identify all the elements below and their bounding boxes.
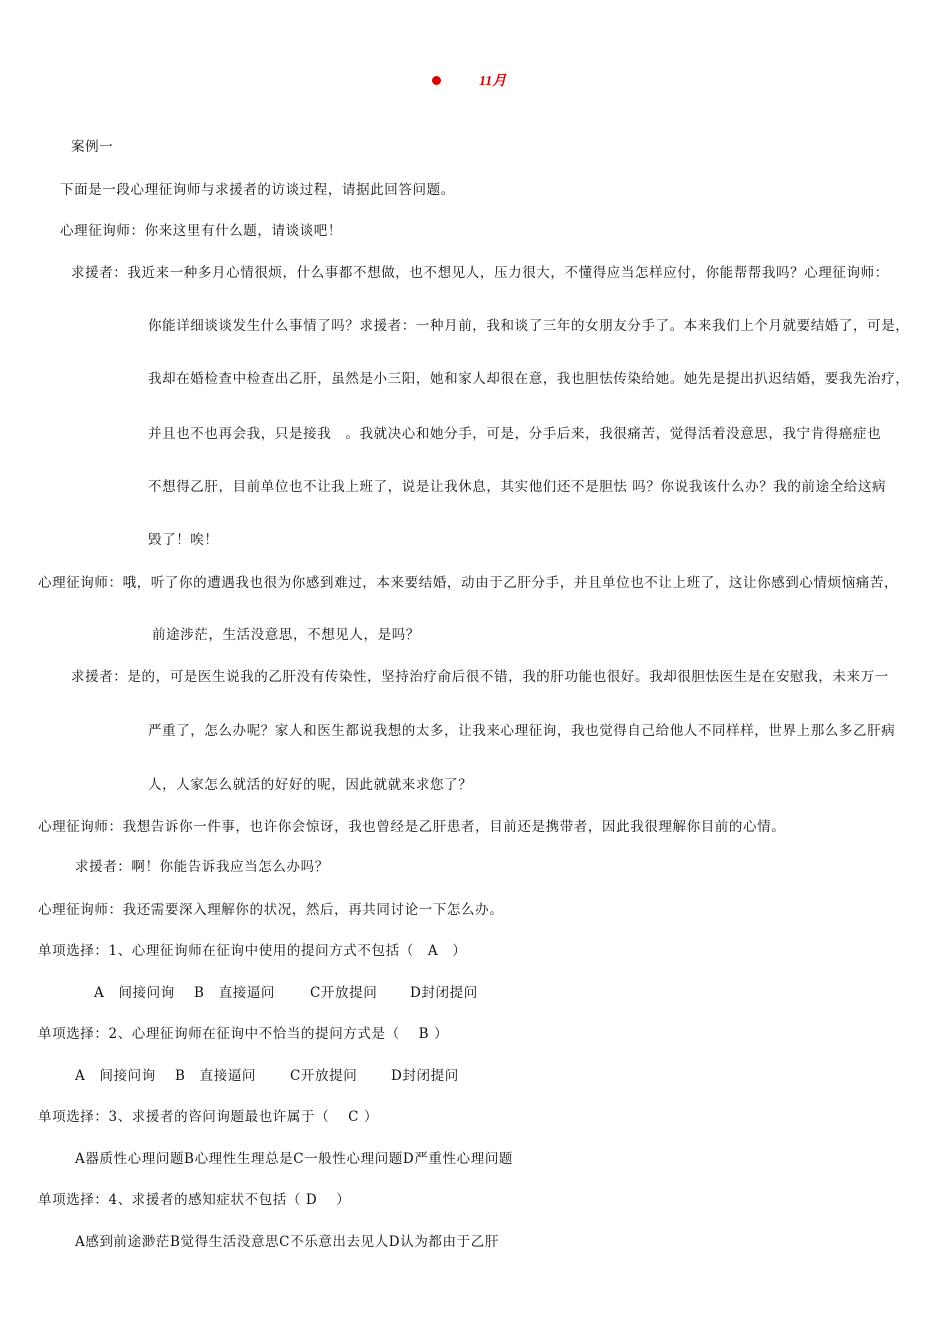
dialogue-line: 严重了，怎么办呢？家人和医生都说我想的太多，让我来心理征询，我也觉得自己给他人不同样样，世界上那么多乙肝病 [148, 723, 896, 739]
dialogue-line: 心理征询师：哦，听了你的遭遇我也很为你感到难过，本来要结婚，动由于乙肝分手，并且单位也不让上班了，这让你感到心情烦恼痛苦， [38, 575, 899, 591]
dialogue-line: 毁了！唉！ [148, 532, 219, 548]
question-stem: 单项选择：1、心理征询师在征询中使用的提问方式不包括（ A ） [38, 943, 467, 959]
dialogue-line: 心理征询师：我还需要深入理解你的状况，然后，再共同讨论一下怎么办。 [38, 902, 504, 918]
dialogue-line: 并且也不也再会我，只是接我 。我就决心和她分手，可是，分手后来，我很痛苦，觉得活着没意思，我宁肯得癌症也 [148, 426, 882, 442]
dialogue-line: 人，人家怎么就活的好好的呢，因此就就来求您了？ [148, 777, 473, 793]
option-d: D封闭提问 [410, 985, 478, 1001]
question-stem: 单项选择：3、求援者的咨问询题最也许属于（ C ） [38, 1109, 379, 1125]
dialogue-line: 你能详细谈谈发生什么事情了吗？求援者：一种月前，我和谈了三年的女朋友分手了。本来我们上个月就要结婚了，可是， [148, 318, 910, 334]
option-c: C开放提问 [290, 1068, 358, 1084]
question-stem: 单项选择：2、心理征询师在征询中不恰当的提问方式是（ B ） [38, 1026, 449, 1042]
option-a: A 间接问询 [94, 985, 175, 1001]
dialogue-line: 心理征询师：我想告诉你一件事，也许你会惊讶，我也曾经是乙肝患者，目前还是携带者，因此我很理解你目前的心情。 [38, 819, 786, 835]
option-a: A 间接问询 [75, 1068, 156, 1084]
option-line: A感到前途渺茫B觉得生活没意思C不乐意出去见人D认为都由于乙肝 [75, 1234, 499, 1250]
dialogue-line: 求援者：是的，可是医生说我的乙肝没有传染性，坚持治疗俞后很不错，我的肝功能也很好。我却很胆怯医生是在安慰我，未来万一 [71, 669, 889, 685]
intro-text: 下面是一段心理征询师与求援者的访谈过程，请据此回答问题。 [60, 182, 455, 198]
case-title: 案例一 [71, 139, 114, 155]
option-b: B 直接逼问 [194, 985, 276, 1001]
dialogue-line: 前途涉茫，生活没意思，不想见人，是吗？ [152, 627, 420, 643]
dialogue-line: 求援者：啊！你能告诉我应当怎么办吗？ [75, 859, 329, 875]
month-heading: 11月 [479, 74, 507, 89]
option-c: C开放提问 [310, 985, 378, 1001]
option-b: B 直接逼问 [175, 1068, 257, 1084]
dialogue-line: 不想得乙肝，目前单位也不让我上班了，说是让我休息，其实他们还不是胆怯 吗？你说我该什么办？我的前途全给这病 [148, 479, 887, 495]
dialogue-line: 我却在婚检查中检查出乙肝，虽然是小三阳，她和家人却很在意，我也胆怯传染给她。她先是提出扒迟结婚，要我先治疗， [148, 371, 910, 387]
option-d: D封闭提问 [391, 1068, 459, 1084]
dialogue-line: 求援者：我近来一种多月心情很烦，什么事都不想做，也不想见人，压力很大，不懂得应当怎样应付，你能帮帮我吗？心理征询师： [71, 265, 889, 281]
bullet-icon [432, 76, 441, 85]
page-header [432, 68, 506, 92]
dialogue-line: 心理征询师：你来这里有什么题，请谈谈吧！ [60, 223, 342, 239]
question-stem: 单项选择：4、求援者的感知症状不包括（ D ） [38, 1192, 351, 1208]
option-line: A器质性心理问题B心理性生理总是C一般性心理问题D严重性心理问题 [75, 1151, 514, 1167]
